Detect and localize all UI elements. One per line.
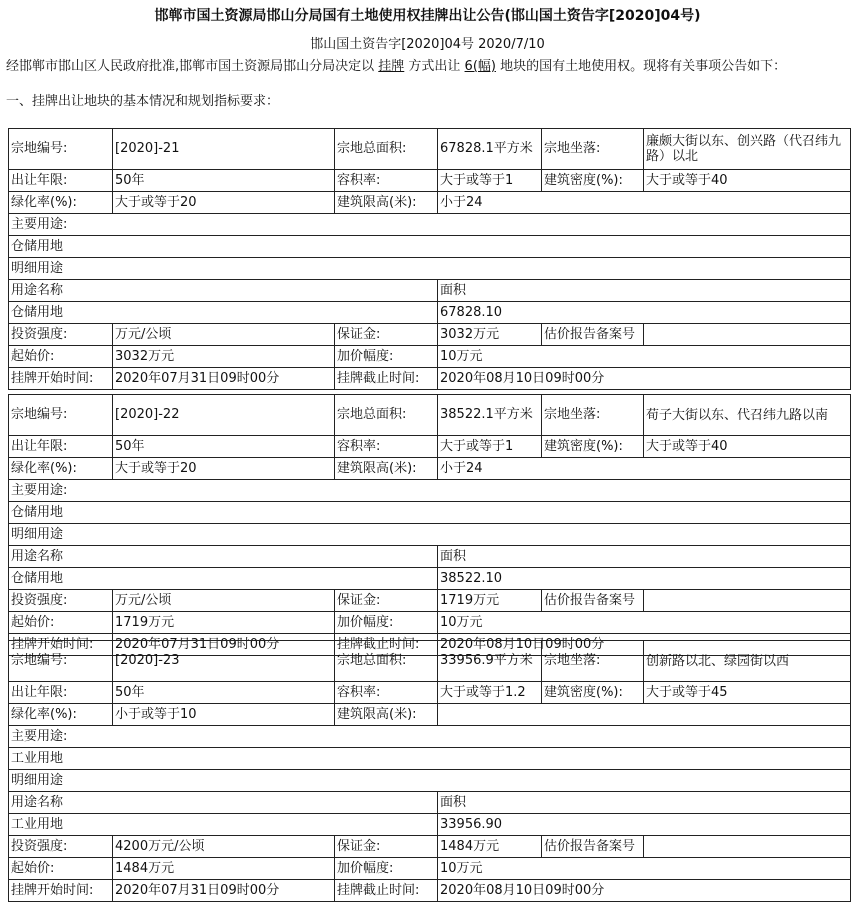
parcel-row-invest — [9, 324, 851, 346]
intro-mid: 方式出让 — [404, 59, 465, 74]
term-value: 50年 — [113, 170, 335, 192]
end-time-label: 挂牌截止时间: — [335, 368, 438, 390]
green-label: 绿化率(%): — [9, 704, 113, 726]
increment-label: 加价幅度: — [335, 612, 438, 634]
parcel-row-main-use-label — [9, 214, 851, 236]
start-price-label: 起始价: — [9, 858, 113, 880]
invest-value: 万元/公顷 — [113, 590, 335, 612]
parcel-row-term — [9, 436, 851, 458]
parcel-row-term — [9, 170, 851, 192]
parcel-no-value: [2020]-22 — [113, 395, 335, 436]
parcel-row-invest — [9, 590, 851, 612]
parcel-row-use-values — [9, 814, 851, 836]
total-area-value: 33956.9平方米 — [438, 641, 542, 682]
start-time-label: 挂牌开始时间: — [9, 880, 113, 902]
intro-prefix: 经邯郸市邯山区人民政府批准,邯郸市国土资源局邯山分局决定以 — [6, 59, 379, 74]
height-value — [438, 704, 851, 726]
density-label: 建筑密度(%): — [542, 170, 644, 192]
term-label: 出让年限: — [9, 682, 113, 704]
intro-count: 6(幅) — [464, 59, 496, 74]
deposit-label: 保证金: — [335, 324, 438, 346]
deposit-value: 3032万元 — [438, 324, 542, 346]
parcel-row-price — [9, 346, 851, 368]
parcel-row-use-header — [9, 546, 851, 568]
parcel-row-main-use — [9, 236, 851, 258]
start-price-label: 起始价: — [9, 612, 113, 634]
area-value: 67828.10 — [438, 302, 851, 324]
green-value: 大于或等于20 — [113, 458, 335, 480]
area-header: 面积 — [438, 792, 851, 814]
parcel-row-main-use-label — [9, 480, 851, 502]
parcel-row-use-values — [9, 302, 851, 324]
parcel-row-green — [9, 192, 851, 214]
invest-label: 投资强度: — [9, 836, 113, 858]
use-name-header: 用途名称 — [9, 280, 438, 302]
deposit-label: 保证金: — [335, 590, 438, 612]
detail-use-label: 明细用途 — [9, 524, 851, 546]
use-name-value: 仓储用地 — [9, 568, 438, 590]
main-use-label: 主要用途: — [9, 726, 851, 748]
invest-label: 投资强度: — [9, 590, 113, 612]
main-use-label: 主要用途: — [9, 214, 851, 236]
parcel-table-1 — [8, 128, 851, 390]
density-value: 大于或等于40 — [644, 436, 851, 458]
use-name-header: 用途名称 — [9, 792, 438, 814]
term-value: 50年 — [113, 682, 335, 704]
location-value: 荀子大街以东、代召纬九路以南 — [644, 395, 851, 436]
parcel-row-use-header — [9, 280, 851, 302]
parcel-row-green — [9, 704, 851, 726]
appraisal-label: 估价报告备案号 — [542, 324, 644, 346]
term-value: 50年 — [113, 436, 335, 458]
main-use-value: 仓储用地 — [9, 236, 851, 258]
main-use-value: 工业用地 — [9, 748, 851, 770]
intro-paragraph — [6, 58, 851, 76]
green-value: 小于或等于10 — [113, 704, 335, 726]
density-value: 大于或等于45 — [644, 682, 851, 704]
parcel-row-main-use — [9, 502, 851, 524]
start-price-value: 3032万元 — [113, 346, 335, 368]
start-time-value: 2020年07月31日09时00分 — [113, 634, 335, 656]
parcel-row-use-values — [9, 568, 851, 590]
far-value: 大于或等于1.2 — [438, 682, 542, 704]
green-label: 绿化率(%): — [9, 192, 113, 214]
far-value: 大于或等于1 — [438, 436, 542, 458]
parcel-row-green — [9, 458, 851, 480]
appraisal-value — [644, 324, 851, 346]
height-label: 建筑限高(米): — [335, 458, 438, 480]
term-label: 出让年限: — [9, 170, 113, 192]
location-label: 宗地坐落: — [542, 641, 644, 682]
deposit-value: 1484万元 — [438, 836, 542, 858]
invest-label: 投资强度: — [9, 324, 113, 346]
start-time-label: 挂牌开始时间: — [9, 368, 113, 390]
increment-value: 10万元 — [438, 612, 851, 634]
parcel-no-label: 宗地编号: — [9, 129, 113, 170]
intro-method: 挂牌 — [378, 59, 405, 74]
parcel-row-main-use-label — [9, 726, 851, 748]
main-use-value: 仓储用地 — [9, 502, 851, 524]
increment-label: 加价幅度: — [335, 346, 438, 368]
height-label: 建筑限高(米): — [335, 192, 438, 214]
start-time-label: 挂牌开始时间: — [9, 634, 113, 656]
end-time-label: 挂牌截止时间: — [335, 634, 438, 656]
start-price-value: 1719万元 — [113, 612, 335, 634]
detail-use-label: 明细用途 — [9, 770, 851, 792]
parcel-row-detail-use — [9, 258, 851, 280]
parcel-table-3 — [8, 640, 851, 902]
parcel-no-value: [2020]-23 — [113, 641, 335, 682]
start-price-label: 起始价: — [9, 346, 113, 368]
appraisal-label: 估价报告备案号 — [542, 836, 644, 858]
increment-value: 10万元 — [438, 346, 851, 368]
appraisal-value — [644, 836, 851, 858]
far-label: 容积率: — [335, 170, 438, 192]
section-heading: 一、挂牌出让地块的基本情况和规划指标要求： — [6, 94, 280, 109]
appraisal-label: 估价报告备案号 — [542, 590, 644, 612]
document-number-date: 邯山国土资告字[2020]04号 2020/7/10 — [310, 37, 545, 52]
start-time-value: 2020年07月31日09时00分 — [113, 368, 335, 390]
parcel-no-label: 宗地编号: — [9, 641, 113, 682]
total-area-label: 宗地总面积: — [335, 395, 438, 436]
total-area-value: 38522.1平方米 — [438, 395, 542, 436]
parcel-no-value: [2020]-21 — [113, 129, 335, 170]
total-area-label: 宗地总面积: — [335, 129, 438, 170]
far-label: 容积率: — [335, 436, 438, 458]
parcel-row-term — [9, 682, 851, 704]
density-label: 建筑密度(%): — [542, 436, 644, 458]
parcel-row-id — [9, 395, 851, 436]
parcel-row-detail-use — [9, 770, 851, 792]
density-value: 大于或等于40 — [644, 170, 851, 192]
end-time-value: 2020年08月10日09时00分 — [438, 880, 851, 902]
parcel-row-detail-use — [9, 524, 851, 546]
parcel-row-time — [9, 368, 851, 390]
parcel-no-label: 宗地编号: — [9, 395, 113, 436]
area-header: 面积 — [438, 546, 851, 568]
area-value: 33956.90 — [438, 814, 851, 836]
height-label: 建筑限高(米): — [335, 704, 438, 726]
parcel-row-price — [9, 612, 851, 634]
invest-value: 4200万元/公顷 — [113, 836, 335, 858]
area-header: 面积 — [438, 280, 851, 302]
height-value: 小于24 — [438, 192, 851, 214]
parcel-row-price — [9, 858, 851, 880]
density-label: 建筑密度(%): — [542, 682, 644, 704]
green-value: 大于或等于20 — [113, 192, 335, 214]
start-price-value: 1484万元 — [113, 858, 335, 880]
parcel-row-id — [9, 129, 851, 170]
use-name-value: 工业用地 — [9, 814, 438, 836]
deposit-label: 保证金: — [335, 836, 438, 858]
total-area-value: 67828.1平方米 — [438, 129, 542, 170]
location-value: 创新路以北、绿园街以西 — [644, 641, 851, 682]
end-time-value: 2020年08月10日09时00分 — [438, 634, 851, 656]
location-value: 廉颇大街以东、创兴路（代召纬九路）以北 — [644, 129, 851, 170]
parcel-row-invest — [9, 836, 851, 858]
term-label: 出让年限: — [9, 436, 113, 458]
total-area-label: 宗地总面积: — [335, 641, 438, 682]
page-title: 邯郸市国土资源局邯山分局国有土地使用权挂牌出让公告(邯山国土资告字[2020]04号) — [154, 8, 701, 24]
end-time-label: 挂牌截止时间: — [335, 880, 438, 902]
parcel-row-use-header — [9, 792, 851, 814]
parcel-row-main-use — [9, 748, 851, 770]
start-time-value: 2020年07月31日09时00分 — [113, 880, 335, 902]
parcel-row-time — [9, 880, 851, 902]
parcel-row-id — [9, 641, 851, 682]
use-name-value: 仓储用地 — [9, 302, 438, 324]
far-label: 容积率: — [335, 682, 438, 704]
location-label: 宗地坐落: — [542, 395, 644, 436]
height-value: 小于24 — [438, 458, 851, 480]
detail-use-label: 明细用途 — [9, 258, 851, 280]
end-time-value: 2020年08月10日09时00分 — [438, 368, 851, 390]
main-use-label: 主要用途: — [9, 480, 851, 502]
location-label: 宗地坐落: — [542, 129, 644, 170]
parcel-table-2 — [8, 394, 851, 656]
appraisal-value — [644, 590, 851, 612]
intro-suffix: 地块的国有土地使用权。现将有关事项公告如下： — [495, 59, 787, 74]
increment-label: 加价幅度: — [335, 858, 438, 880]
area-value: 38522.10 — [438, 568, 851, 590]
increment-value: 10万元 — [438, 858, 851, 880]
use-name-header: 用途名称 — [9, 546, 438, 568]
deposit-value: 1719万元 — [438, 590, 542, 612]
invest-value: 万元/公顷 — [113, 324, 335, 346]
far-value: 大于或等于1 — [438, 170, 542, 192]
green-label: 绿化率(%): — [9, 458, 113, 480]
